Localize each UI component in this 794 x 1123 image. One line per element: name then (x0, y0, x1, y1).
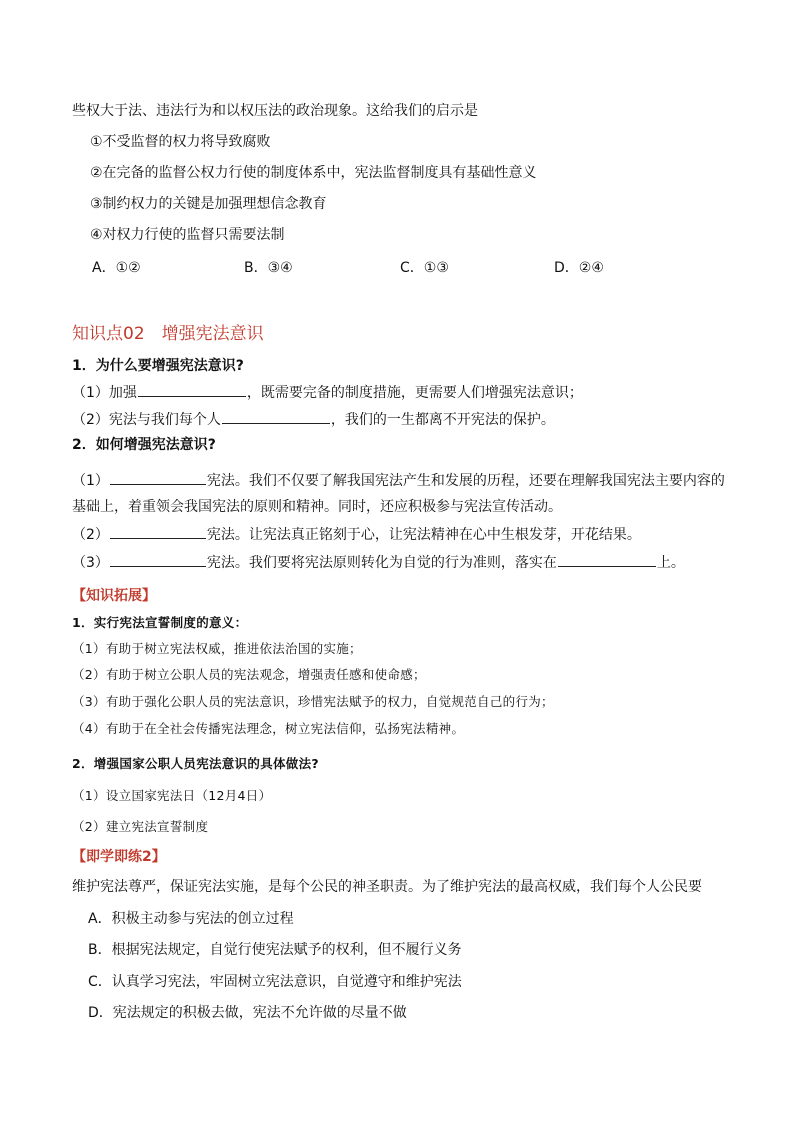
practice-heading: 【即学即练2】 (72, 849, 166, 865)
sub-heading: 2．如何增强宪法意识? (72, 437, 216, 453)
fill-blank-line (72, 470, 725, 491)
answer-options (92, 257, 732, 277)
text-segment: （3） (72, 555, 109, 571)
text-segment: （1） (72, 473, 109, 489)
body-text: 基础上，着重领会我国宪法的原则和精神。同时，还应积极参与宪法宣传活动。 (72, 499, 562, 515)
section-title: 知识点02 增强宪法意识 (72, 324, 264, 344)
option-a[interactable]: A．积极主动参与宪法的创立过程 (88, 911, 294, 927)
text-segment: （2）宪法与我们每个人 (72, 412, 221, 428)
option-c[interactable]: C．①③ (400, 260, 449, 276)
list-item: （2）有助于树立公职人员的宪法观念，增强责任感和使命感； (72, 667, 426, 682)
sub-heading: 2．增强国家公职人员宪法意识的具体做法? (72, 756, 319, 771)
option-d[interactable]: D．宪法规定的积极去做，宪法不允许做的尽量不做 (88, 1005, 407, 1021)
sub-heading: 1．实行宪法宣誓制度的意义： (72, 615, 248, 630)
list-item: （3）有助于强化公职人员的宪法意识，珍惜宪法赋予的权力，自觉规范自己的行为； (72, 694, 554, 709)
question-stem-tail: 些权大于法、违法行为和以权压法的政治现象。这给我们的启示是 (72, 103, 478, 119)
fill-blank-line (72, 524, 641, 545)
text-segment: （2） (72, 527, 109, 543)
question-stem: 维护宪法尊严，保证宪法实施，是每个公民的神圣职责。为了维护宪法的最高权威，我们每个人公民要 (72, 879, 702, 895)
text-segment: （1）加强 (72, 385, 137, 401)
text-segment: 宪法。让宪法真正铭刻于心，让宪法精神在心中生根发芽，开花结果。 (206, 527, 641, 543)
extension-heading: 【知识拓展】 (72, 588, 156, 604)
option-b[interactable]: B．根据宪法规定，自觉行使宪法赋予的权利，但不履行义务 (88, 942, 462, 958)
statement-item: ①不受监督的权力将导致腐败 (90, 134, 271, 150)
option-c[interactable]: C．认真学习宪法，牢固树立宪法意识，自觉遵守和维护宪法 (88, 974, 462, 990)
fill-blank-line (72, 552, 685, 573)
list-item: （2）建立宪法宣誓制度 (72, 819, 209, 834)
list-item: （1）设立国家宪法日（12月4日） (72, 788, 272, 803)
blank[interactable] (110, 552, 206, 567)
statement-item: ④对权力行使的监督只需要法制 (90, 227, 285, 243)
statement-item: ②在完备的监督公权力行使的制度体系中，宪法监督制度具有基础性意义 (90, 165, 537, 181)
blank[interactable] (110, 524, 206, 539)
text-segment: 宪法。我们不仅要了解我国宪法产生和发展的历程，还要在理解我国宪法主要内容的 (206, 473, 725, 489)
list-item: （1）有助于树立宪法权威，推进依法治国的实施； (72, 641, 362, 656)
blank[interactable] (110, 470, 206, 485)
option-b[interactable]: B．③④ (244, 260, 293, 276)
blank[interactable] (558, 552, 656, 567)
blank[interactable] (222, 409, 330, 424)
statement-item: ③制约权力的关键是加强理想信念教育 (90, 196, 327, 212)
text-segment: 上。 (656, 555, 685, 571)
fill-blank-line (72, 409, 555, 430)
option-d[interactable]: D．②④ (554, 260, 604, 276)
sub-heading: 1．为什么要增强宪法意识? (72, 358, 244, 374)
option-a[interactable]: A．①② (92, 260, 141, 276)
text-segment: 宪法。我们要将宪法原则转化为自觉的行为准则，落实在 (206, 555, 557, 571)
blank[interactable] (138, 382, 246, 397)
list-item: （4）有助于在全社会传播宪法理念，树立宪法信仰，弘扬宪法精神。 (72, 721, 465, 736)
fill-blank-line (72, 382, 583, 403)
text-segment: ，既需要完备的制度措施，更需要人们增强宪法意识； (246, 385, 583, 401)
text-segment: ，我们的一生都离不开宪法的保护。 (330, 412, 555, 428)
